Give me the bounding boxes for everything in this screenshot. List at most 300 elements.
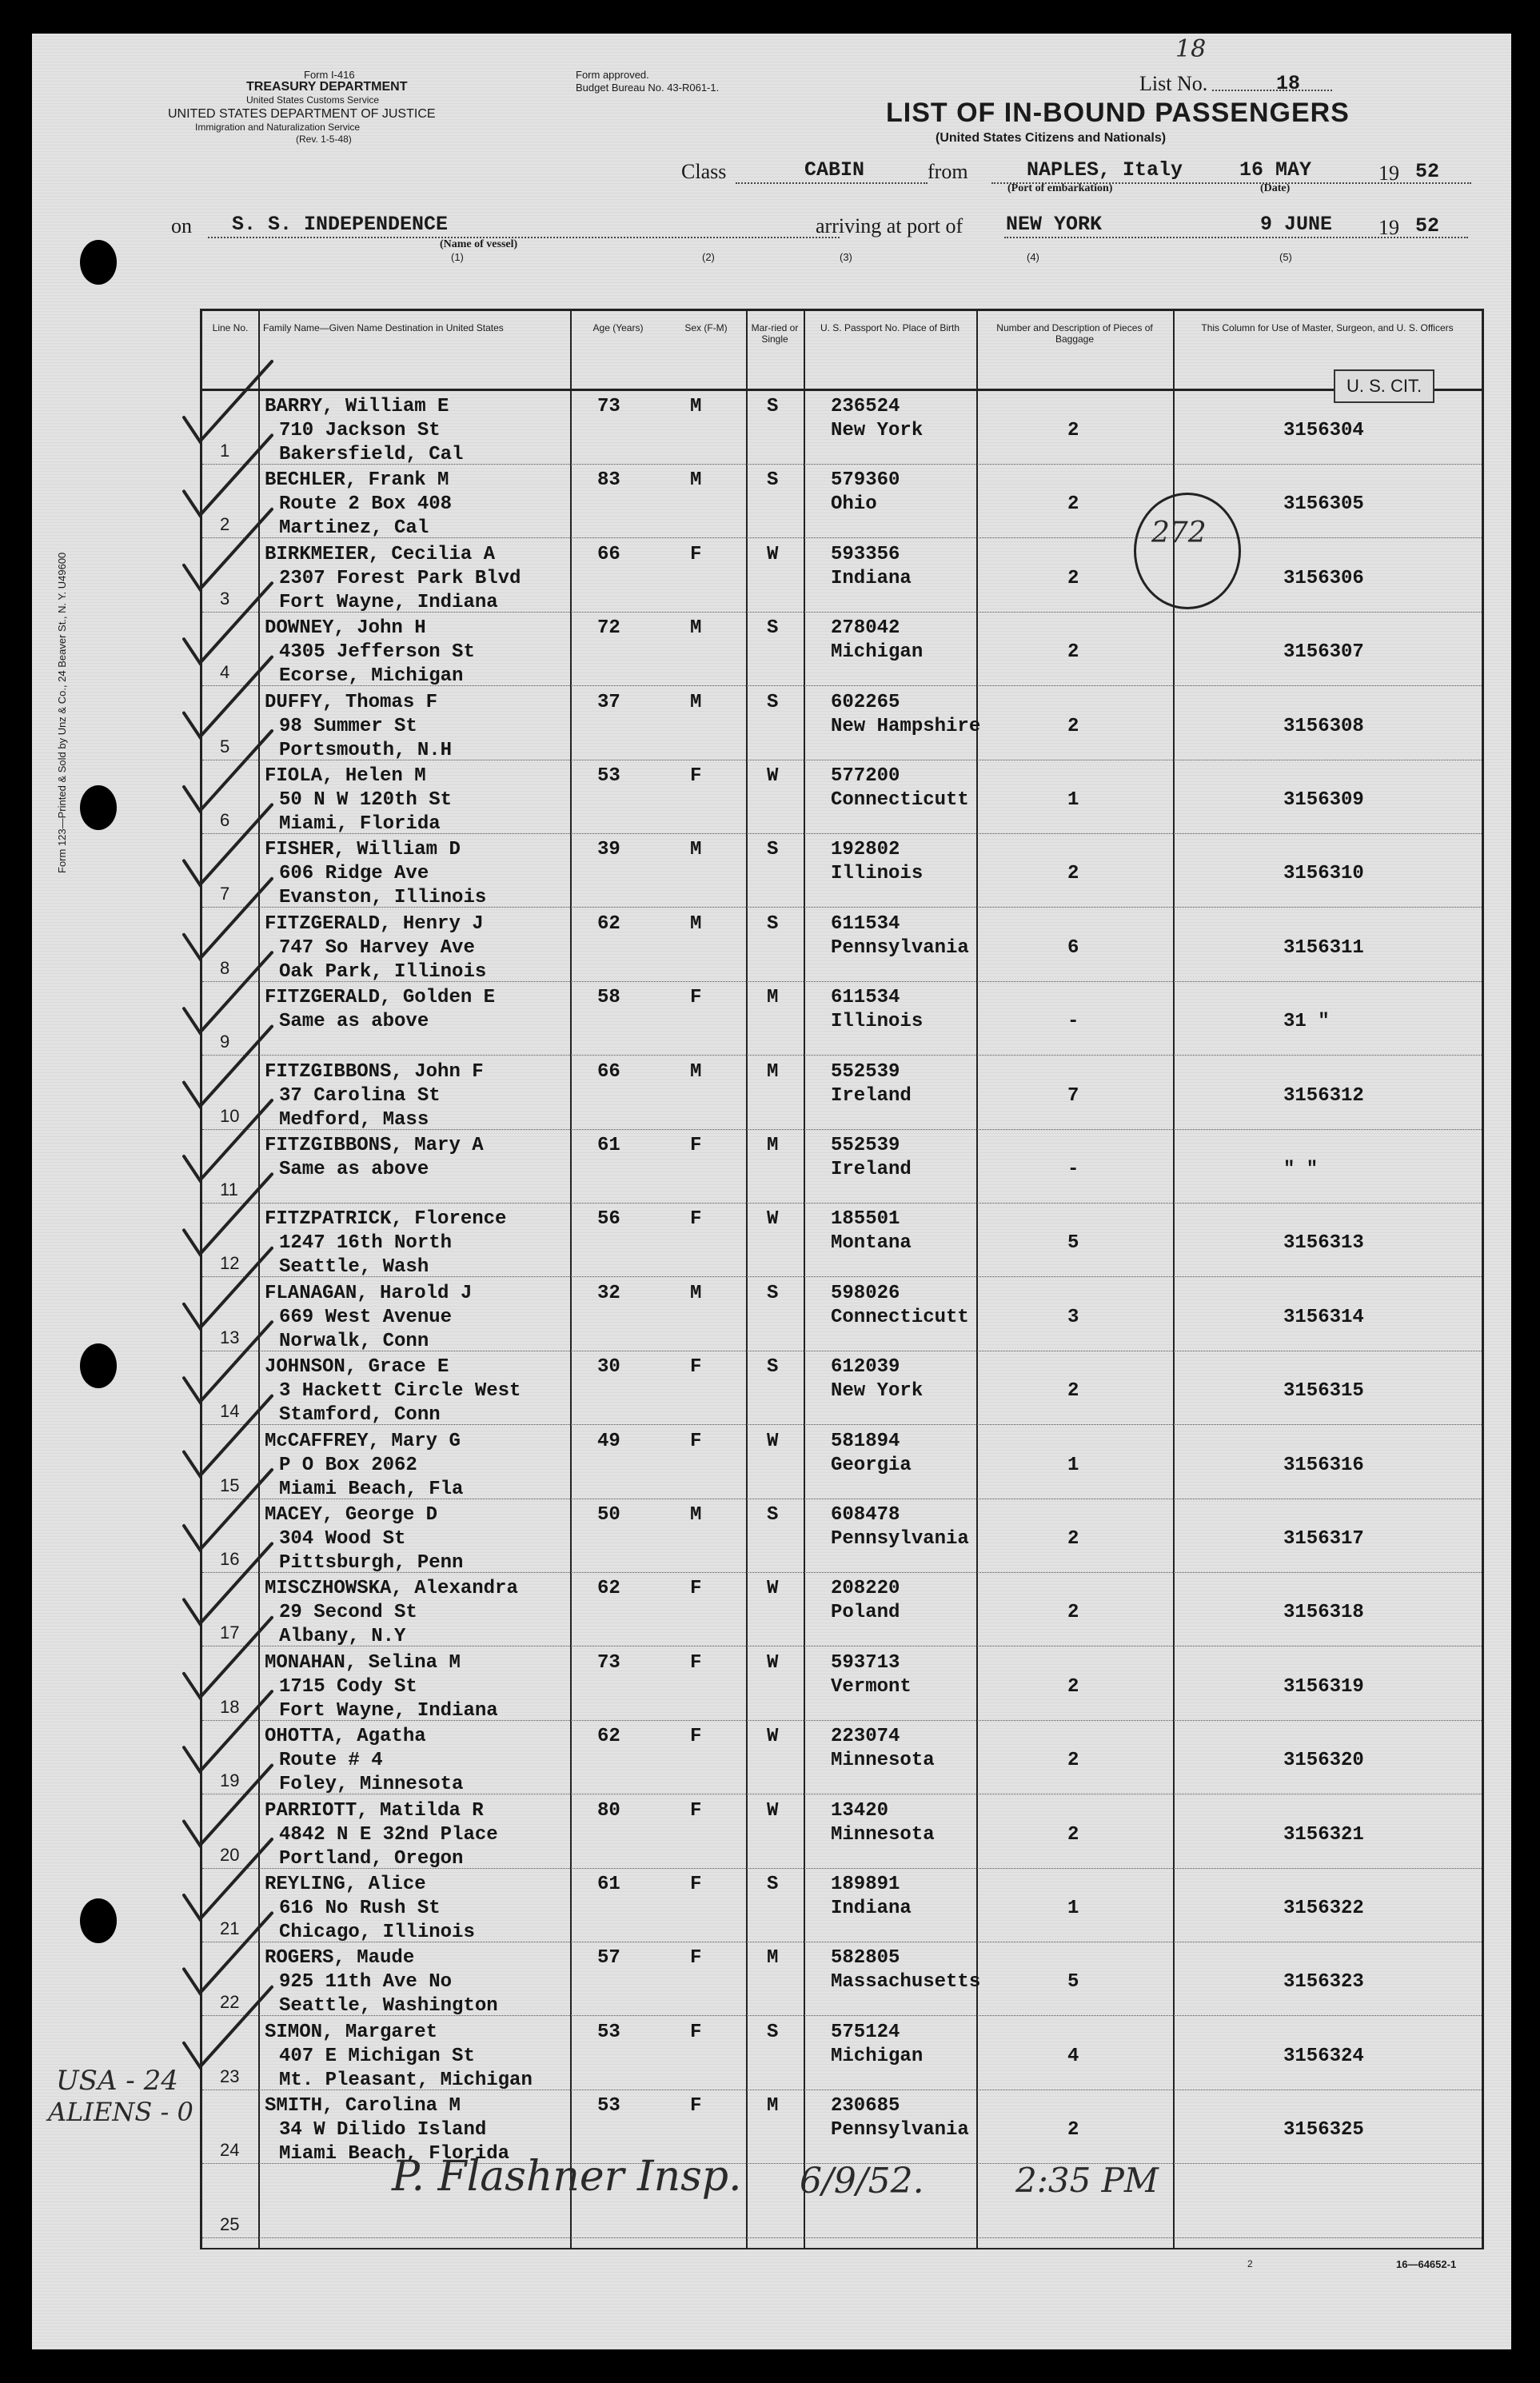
check-mark [184, 583, 272, 663]
line-number: 16 [220, 1549, 240, 1569]
circled-annotation [1134, 493, 1241, 609]
passport-number: 208220 [831, 1578, 900, 1600]
marital-status: W [767, 1578, 779, 1600]
check-mark [184, 1100, 272, 1180]
passport-number: 593356 [831, 543, 900, 565]
baggage-count: 5 [1067, 1232, 1079, 1255]
sex: F [690, 1356, 702, 1379]
line-number: 2 [220, 514, 230, 535]
address-street: 98 Summer St [279, 715, 417, 737]
table-row [202, 465, 1482, 538]
col-header-age: Age (Years) [570, 311, 666, 391]
marital-status: W [767, 543, 779, 565]
table-row [202, 1351, 1482, 1425]
place-of-birth: Connecticutt [831, 1306, 969, 1328]
line-number: 19 [220, 1770, 240, 1791]
year-prefix-2: 19 [1378, 216, 1399, 239]
year-from: 52 [1415, 160, 1440, 183]
address-city: Portland, Oregon [279, 1847, 464, 1870]
marital-status: W [767, 1208, 779, 1231]
passport-number: 598026 [831, 1282, 900, 1304]
sex: F [690, 1208, 702, 1231]
check-mark [184, 1543, 272, 1623]
sex: M [690, 617, 702, 640]
place-of-birth: Ireland [831, 1159, 912, 1180]
customs-service: United States Customs Service [246, 94, 380, 106]
col-num-4: (4) [1027, 251, 1039, 263]
address-street: 29 Second St [279, 1602, 417, 1624]
address-street: 669 West Avenue [279, 1306, 453, 1328]
circled-number: 272 [1151, 517, 1207, 549]
officer-number: 3156308 [1283, 715, 1364, 737]
col-header-passport: U. S. Passport No. Place of Birth [804, 311, 976, 391]
place-of-birth: Connecticutt [831, 789, 969, 811]
punch-hole-4 [80, 1898, 117, 1943]
officer-number: 3156306 [1283, 567, 1364, 589]
place-of-birth: Pennsylvania [831, 1528, 969, 1550]
passport-number: 223074 [831, 1726, 900, 1748]
baggage-count: 1 [1067, 1898, 1079, 1919]
age: 58 [597, 987, 620, 1009]
class-value: CABIN [804, 158, 865, 182]
marital-status: M [767, 1947, 779, 1970]
line-number: 4 [220, 662, 230, 683]
table-row [202, 1203, 1482, 1277]
check-marks [168, 305, 288, 2241]
passenger-name: DOWNEY, John H [265, 617, 426, 640]
address-city: Norwalk, Conn [279, 1330, 429, 1352]
vessel-name: S. S. INDEPENDENCE [232, 213, 449, 236]
passenger-name: FITZPATRICK, Florence [265, 1208, 507, 1231]
address-street: 4305 Jefferson St [279, 641, 475, 664]
document-page [32, 34, 1511, 2349]
age: 83 [597, 469, 620, 492]
marital-status: S [767, 1874, 779, 1895]
passenger-name: MISCZHOWSKA, Alexandra [265, 1578, 518, 1600]
place-of-birth: Michigan [831, 2045, 924, 2067]
marital-status: W [767, 1651, 779, 1674]
officer-number: 3156311 [1283, 936, 1364, 959]
passport-number: 581894 [831, 1430, 900, 1452]
marital-status: S [767, 2021, 779, 2043]
address-city: Portsmouth, N.H [279, 739, 453, 761]
passenger-name: FITZGERALD, Henry J [265, 912, 484, 935]
age: 73 [597, 1651, 620, 1674]
passport-number: 278042 [831, 617, 900, 640]
year-prefix-1: 19 [1378, 162, 1399, 185]
address-street: 304 Wood St [279, 1528, 406, 1550]
address-street: 1247 16th North [279, 1232, 453, 1255]
passenger-name: FITZGIBBONS, Mary A [265, 1135, 484, 1156]
passenger-name: JOHNSON, Grace E [265, 1356, 449, 1379]
check-mark [184, 1766, 272, 1846]
address-city: Albany, N.Y [279, 1626, 406, 1648]
col-header-line: Line No. [202, 311, 258, 391]
sex: M [690, 396, 702, 417]
officer-number: 3156321 [1283, 1823, 1364, 1846]
sex: F [690, 2021, 702, 2043]
passenger-name: ROGERS, Maude [265, 1947, 415, 1970]
table-row [202, 834, 1482, 908]
marital-status: W [767, 1726, 779, 1748]
baggage-count: 2 [1067, 420, 1079, 441]
passport-number: 611534 [831, 912, 900, 935]
print-mark: 2 [1247, 2258, 1253, 2269]
table-row [202, 1573, 1482, 1647]
port-embarkation: NAPLES, Italy [1027, 158, 1183, 182]
officer-number: 3156317 [1283, 1528, 1364, 1550]
officer-number: 3156310 [1283, 863, 1364, 885]
address-city: Ecorse, Michigan [279, 665, 464, 688]
baggage-count: 2 [1067, 715, 1079, 737]
check-mark [184, 879, 272, 959]
officer-number: 3156315 [1283, 1380, 1364, 1403]
baggage-count: 2 [1067, 2119, 1079, 2142]
address-city: Evanston, Illinois [279, 887, 487, 909]
passport-number: 192802 [831, 839, 900, 861]
passport-number: 230685 [831, 2095, 900, 2118]
embark-date: 16 MAY [1239, 158, 1312, 182]
marital-status: M [767, 1060, 779, 1083]
passenger-name: OHOTTA, Agatha [265, 1726, 426, 1748]
table-row [202, 1721, 1482, 1794]
baggage-count: 2 [1067, 641, 1079, 664]
line-number: 14 [220, 1401, 240, 1422]
address-street: 34 W Dilido Island [279, 2119, 487, 2142]
line-number: 15 [220, 1475, 240, 1495]
address-city: Martinez, Cal [279, 517, 429, 540]
officer-number: 3156319 [1283, 1675, 1364, 1698]
sex: M [690, 469, 702, 492]
passenger-name: PARRIOTT, Matilda R [265, 1799, 484, 1822]
col-num-1: (1) [451, 251, 464, 263]
age: 53 [597, 2095, 620, 2118]
marital-status: M [767, 987, 779, 1009]
year-arrive: 52 [1415, 214, 1440, 238]
officer-number: 3156323 [1283, 1971, 1364, 1994]
baggage-count: - [1067, 1011, 1079, 1033]
place-of-birth: Montana [831, 1232, 912, 1255]
age: 72 [597, 617, 620, 640]
marital-status: W [767, 765, 779, 787]
age: 62 [597, 1578, 620, 1600]
col-header-married: Mar-ried or Single [746, 311, 804, 391]
sex: M [690, 1060, 702, 1083]
officer-number: 3156309 [1283, 789, 1364, 811]
sex: F [690, 1578, 702, 1600]
age: 66 [597, 1060, 620, 1083]
table-row [202, 760, 1482, 834]
port-caption: (Port of embarkation) [1007, 182, 1113, 194]
print-code: 16—64652-1 [1396, 2258, 1457, 2270]
check-mark [184, 1839, 272, 1919]
address-city: Medford, Mass [279, 1108, 429, 1131]
marital-status: S [767, 839, 779, 861]
age: 73 [597, 396, 620, 417]
address-city: Bakersfield, Cal [279, 444, 464, 465]
sex: F [690, 1430, 702, 1452]
check-mark [184, 361, 272, 441]
passport-number: 611534 [831, 987, 900, 1009]
place-of-birth: Indiana [831, 1898, 912, 1919]
passport-number: 13420 [831, 1799, 889, 1822]
passenger-name: McCAFFREY, Mary G [265, 1430, 461, 1452]
baggage-count: - [1067, 1159, 1079, 1180]
address-city: Oak Park, Illinois [279, 960, 487, 983]
sex: F [690, 1651, 702, 1674]
passenger-name: FIOLA, Helen M [265, 765, 426, 787]
sex: M [690, 691, 702, 713]
address-street: Same as above [279, 1159, 429, 1180]
sex: F [690, 2095, 702, 2118]
table-row [202, 2017, 1482, 2090]
sex: M [690, 1282, 702, 1304]
passenger-name: BIRKMEIER, Cecilia A [265, 543, 496, 565]
col-header-sex: Sex (F-M) [666, 311, 746, 391]
passenger-name: SMITH, Carolina M [265, 2095, 461, 2118]
address-street: 4842 N E 32nd Place [279, 1823, 498, 1846]
place-of-birth: Michigan [831, 641, 924, 664]
address-street: Same as above [279, 1011, 429, 1033]
place-of-birth: Pennsylvania [831, 2119, 969, 2142]
marital-status: S [767, 469, 779, 492]
marital-status: M [767, 2095, 779, 2118]
baggage-count: 5 [1067, 1971, 1079, 1994]
passport-number: 189891 [831, 1874, 900, 1895]
row-separator [202, 2237, 1482, 2238]
age: 66 [597, 543, 620, 565]
address-street: 3 Hackett Circle West [279, 1380, 521, 1403]
table-row [202, 1278, 1482, 1351]
passenger-name: DUFFY, Thomas F [265, 691, 438, 713]
us-cit-stamp: U. S. CIT. [1334, 369, 1434, 403]
address-city: Miami Beach, Florida [279, 2143, 510, 2165]
sex: F [690, 1726, 702, 1748]
check-mark [184, 1913, 272, 1993]
page-subtitle: (United States Citizens and Nationals) [936, 131, 1167, 145]
officer-number: 3156316 [1283, 1454, 1364, 1476]
place-of-birth: Georgia [831, 1454, 912, 1476]
address-city: Seattle, Wash [279, 1256, 429, 1279]
address-city: Stamford, Conn [279, 1404, 441, 1427]
baggage-count: 2 [1067, 1380, 1079, 1403]
age: 37 [597, 691, 620, 713]
age: 61 [597, 1874, 620, 1895]
baggage-count: 2 [1067, 1602, 1079, 1624]
address-city: Pittsburgh, Penn [279, 1552, 464, 1574]
officer-number: 3156325 [1283, 2119, 1364, 2142]
address-city: Miami, Florida [279, 813, 441, 835]
signature-time: 2:35 PM [1015, 2161, 1159, 2200]
age: 56 [597, 1208, 620, 1231]
passenger-table [200, 309, 1484, 2249]
passport-number: 608478 [831, 1504, 900, 1526]
check-mark [184, 952, 272, 1032]
table-row [202, 1056, 1482, 1130]
line-number: 23 [220, 2066, 240, 2086]
baggage-count: 4 [1067, 2045, 1079, 2067]
class-label: Class [681, 160, 727, 183]
line-number: 3 [220, 588, 230, 609]
line-number: 7 [220, 884, 230, 904]
baggage-count: 6 [1067, 936, 1079, 959]
passport-number: 575124 [831, 2021, 900, 2043]
col-header-name: Family Name—Given Name Destination in United States [258, 311, 570, 391]
table-row [202, 908, 1482, 982]
age: 62 [597, 912, 620, 935]
check-mark [184, 1027, 272, 1107]
age: 30 [597, 1356, 620, 1379]
officer-number: 3156320 [1283, 1750, 1364, 1772]
check-mark [184, 657, 272, 737]
date-caption: (Date) [1260, 182, 1291, 194]
check-mark [184, 1248, 272, 1328]
sex: F [690, 1874, 702, 1895]
age: 32 [597, 1282, 620, 1304]
passenger-name: REYLING, Alice [265, 1874, 426, 1895]
place-of-birth: Indiana [831, 567, 912, 589]
baggage-count: 7 [1067, 1084, 1079, 1107]
on-label: on [171, 214, 192, 238]
line-number: 10 [220, 1105, 240, 1126]
passenger-name: BARRY, William E [265, 396, 449, 417]
officer-number: 3156312 [1283, 1084, 1364, 1107]
vessel-line [208, 237, 840, 238]
place-of-birth: New Hampshire [831, 715, 981, 737]
table-row [202, 687, 1482, 760]
table-row [202, 539, 1482, 613]
address-street: 747 So Harvey Ave [279, 936, 475, 959]
page-title: LIST OF IN-BOUND PASSENGERS [886, 98, 1350, 128]
marital-status: S [767, 396, 779, 417]
baggage-count: 2 [1067, 567, 1079, 589]
address-city: Fort Wayne, Indiana [279, 1699, 498, 1722]
address-street: P O Box 2062 [279, 1454, 417, 1476]
table-row [202, 1869, 1482, 1942]
place-of-birth: Poland [831, 1602, 900, 1624]
marital-status: S [767, 1282, 779, 1304]
address-city: Miami Beach, Fla [279, 1478, 464, 1500]
address-street: 2307 Forest Park Blvd [279, 567, 521, 589]
list-no-line [1212, 90, 1332, 91]
passport-number: 593713 [831, 1651, 900, 1674]
passenger-name: BECHLER, Frank M [265, 469, 449, 492]
age: 57 [597, 1947, 620, 1970]
sex: F [690, 1799, 702, 1822]
from-label: from [928, 160, 968, 183]
line-number: 6 [220, 810, 230, 830]
address-city: Foley, Minnesota [279, 1774, 464, 1796]
passenger-name: SIMON, Margaret [265, 2021, 438, 2043]
table-row [202, 1499, 1482, 1573]
sex: F [690, 1135, 702, 1156]
line-number: 17 [220, 1623, 240, 1643]
place-of-birth: Illinois [831, 1011, 924, 1033]
check-mark [184, 804, 272, 884]
check-mark [184, 435, 272, 515]
check-mark [184, 1322, 272, 1402]
margin-note-aliens: ALIENS - 0 [48, 2097, 193, 2127]
col-header-officers: This Column for Use of Master, Surgeon, and U. S. Officers [1173, 311, 1482, 391]
marital-status: M [767, 1135, 779, 1156]
treasury-dept: TREASURY DEPARTMENT [246, 80, 408, 94]
sex: M [690, 912, 702, 935]
line-number: 12 [220, 1253, 240, 1274]
place-of-birth: Vermont [831, 1675, 912, 1698]
address-street: 1715 Cody St [279, 1675, 417, 1698]
punch-hole-1 [80, 240, 117, 285]
age: 53 [597, 2021, 620, 2043]
passport-number: 577200 [831, 765, 900, 787]
check-mark [184, 1691, 272, 1771]
punch-hole-3 [80, 1343, 117, 1388]
age: 53 [597, 765, 620, 787]
age: 80 [597, 1799, 620, 1822]
baggage-count: 2 [1067, 1528, 1079, 1550]
col-num-5: (5) [1279, 251, 1292, 263]
check-mark [184, 1174, 272, 1254]
age: 49 [597, 1430, 620, 1452]
margin-note-usa: USA - 24 [56, 2065, 178, 2097]
punch-hole-2 [80, 785, 117, 830]
officer-number: 3156322 [1283, 1898, 1364, 1919]
rev-date: (Rev. 1-5-48) [296, 134, 352, 145]
passport-number: 552539 [831, 1060, 900, 1083]
officer-number: 3156307 [1283, 641, 1364, 664]
age: 39 [597, 839, 620, 861]
officer-number: 31 " [1283, 1011, 1330, 1033]
table-row [202, 1426, 1482, 1499]
check-mark [184, 1618, 272, 1698]
address-street: 606 Ridge Ave [279, 863, 429, 885]
address-city: Fort Wayne, Indiana [279, 591, 498, 613]
line-number: 22 [220, 1992, 240, 2013]
officer-number: 3156324 [1283, 2045, 1364, 2067]
address-street: Route 2 Box 408 [279, 493, 453, 516]
age: 61 [597, 1135, 620, 1156]
address-city: Mt. Pleasant, Michigan [279, 2069, 533, 2091]
table-row [202, 391, 1482, 465]
marital-status: S [767, 617, 779, 640]
line-number: 25 [220, 2213, 240, 2234]
baggage-count: 2 [1067, 493, 1079, 516]
officer-number: 3156314 [1283, 1306, 1364, 1328]
address-street: 616 No Rush St [279, 1898, 441, 1919]
passenger-name: MACEY, George D [265, 1504, 438, 1526]
list-no-handwritten: 18 [1175, 35, 1207, 63]
place-of-birth: Pennsylvania [831, 936, 969, 959]
line-number: 11 [220, 1180, 238, 1199]
arrival-date: 9 JUNE [1260, 213, 1333, 236]
baggage-count: 2 [1067, 1750, 1079, 1772]
passport-number: 582805 [831, 1947, 900, 1970]
passenger-name: FITZGIBBONS, John F [265, 1060, 484, 1083]
age: 50 [597, 1504, 620, 1526]
passenger-name: FLANAGAN, Harold J [265, 1282, 473, 1304]
place-of-birth: Ireland [831, 1084, 912, 1107]
baggage-count: 1 [1067, 789, 1079, 811]
sex: F [690, 987, 702, 1009]
place-of-birth: New York [831, 420, 924, 441]
form-number: Form I-416 [304, 69, 355, 81]
address-street: 710 Jackson St [279, 420, 441, 441]
printer-imprint: Form 123—Printed & Sold by Unz & Co., 24 Beaver St., N. Y. U49600 [56, 552, 68, 873]
place-of-birth: Ohio [831, 493, 877, 516]
table-row [202, 982, 1482, 1056]
baggage-count: 2 [1067, 1675, 1079, 1698]
sex: M [690, 1504, 702, 1526]
marital-status: S [767, 1356, 779, 1379]
